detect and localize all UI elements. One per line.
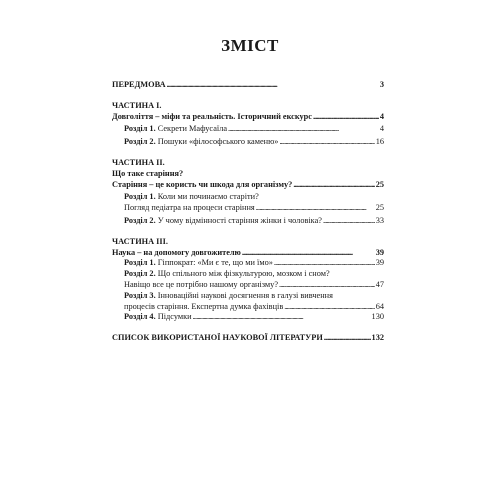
section-prefix: Розділ 2. [124, 269, 156, 279]
section-title: процесів старіння. Експертна думка фахівців [124, 301, 284, 311]
toc-page-number: 132 [371, 333, 384, 343]
part-2-heading: ЧАСТИНА ІІ. [112, 157, 165, 167]
toc-entry-label: Наука – на допомогу довгожителю [112, 247, 241, 257]
toc-page-number: 47 [375, 279, 384, 289]
dot-leader [293, 180, 374, 191]
toc-section-entry [112, 192, 384, 203]
dot-leader [274, 258, 375, 269]
section-prefix: Розділ 2. [124, 137, 156, 147]
section-prefix: Розділ 1. [124, 258, 156, 268]
toc-entry-label [124, 137, 278, 148]
section-title: Гіппократ: «Ми є те, що ми їмо» [157, 258, 273, 268]
table-of-contents [112, 80, 384, 344]
section-prefix: Розділ 2. [124, 215, 156, 225]
toc-page-number: 39 [375, 258, 384, 268]
dot-leader [284, 302, 374, 313]
part-2-subtitle [112, 180, 384, 191]
toc-page-number: 33 [375, 215, 384, 225]
part-1-heading: ЧАСТИНА І. [112, 100, 162, 110]
toc-entry-label: Старіння – це користь чи шкода для організму? [112, 179, 293, 189]
toc-entry-label: ПЕРЕДМОВА [112, 80, 166, 89]
toc-entry-label [124, 258, 273, 269]
toc-page-number: 25 [375, 179, 384, 189]
dot-leader [242, 248, 375, 259]
toc-section-entry [112, 216, 384, 227]
toc-page-number: 4 [379, 124, 384, 134]
dot-leader [279, 137, 374, 148]
toc-entry-label [124, 312, 192, 323]
toc-section-continuation [112, 280, 384, 291]
dot-leader [193, 312, 371, 323]
toc-page-number: 130 [371, 312, 384, 322]
section-title: Погляд педіатра на процеси старіння [124, 203, 255, 213]
toc-entry-label: СПИСОК ВИКОРИСТАНОЇ НАУКОВОЇ ЛІТЕРАТУРИ [112, 333, 323, 343]
part-1-subtitle [112, 112, 384, 123]
toc-section-entry [112, 291, 384, 302]
dot-leader [279, 280, 375, 291]
toc-entry-label: Довголіття – міфи та реальність. Історичний екскурс [112, 111, 312, 121]
section-title: У чому відмінності старіння жінки і чоловіка? [157, 215, 322, 225]
section-prefix: Розділ 1. [124, 124, 156, 134]
part-3-subtitle [112, 248, 384, 259]
section-title: Підсумки [157, 312, 192, 322]
toc-section-entry [112, 258, 384, 269]
toc-section-continuation [112, 302, 384, 313]
toc-entry-label [124, 124, 227, 135]
toc-page-number: 25 [375, 203, 384, 213]
page-title: ЗМІСТ [221, 36, 279, 55]
toc-section-entry [112, 269, 384, 280]
toc-page-number: 39 [375, 247, 384, 257]
toc-page-number: 3 [379, 80, 384, 89]
part-3-heading: ЧАСТИНА ІІІ. [112, 236, 168, 246]
toc-section-entry [112, 124, 384, 135]
dot-leader [313, 112, 379, 123]
section-title: Інноваційні наукові досягнення в галузі вивчення [157, 290, 333, 300]
toc-entry-foreword [112, 80, 384, 91]
dot-leader [323, 216, 375, 227]
dot-leader [228, 124, 379, 135]
toc-page-number: 4 [379, 111, 384, 121]
section-title: Що спільного між фізкультурою, мозком і сном? [157, 269, 330, 279]
toc-entry-bibliography [112, 333, 384, 344]
toc-section-continuation [112, 203, 384, 214]
dot-leader [256, 203, 375, 214]
section-title: Пошуки «філософського каменю» [157, 137, 279, 147]
section-prefix: Розділ 3. [124, 290, 156, 300]
section-prefix: Розділ 4. [124, 312, 156, 322]
toc-page-number: 16 [375, 137, 384, 147]
toc-entry-label [124, 216, 322, 227]
toc-section-entry [112, 137, 384, 148]
dot-leader [324, 333, 371, 344]
section-title: Секрети Мафусаїла [157, 124, 228, 134]
section-title: Коли ми починаємо старіти? [157, 192, 259, 202]
section-title: Навіщо все це потрібно нашому організму? [124, 279, 279, 289]
dot-leader [167, 80, 379, 91]
toc-page-number: 64 [375, 301, 384, 311]
part-2-subtitle-line: Що таке старіння? [112, 168, 184, 178]
section-prefix: Розділ 1. [124, 192, 156, 202]
toc-section-entry [112, 312, 384, 323]
